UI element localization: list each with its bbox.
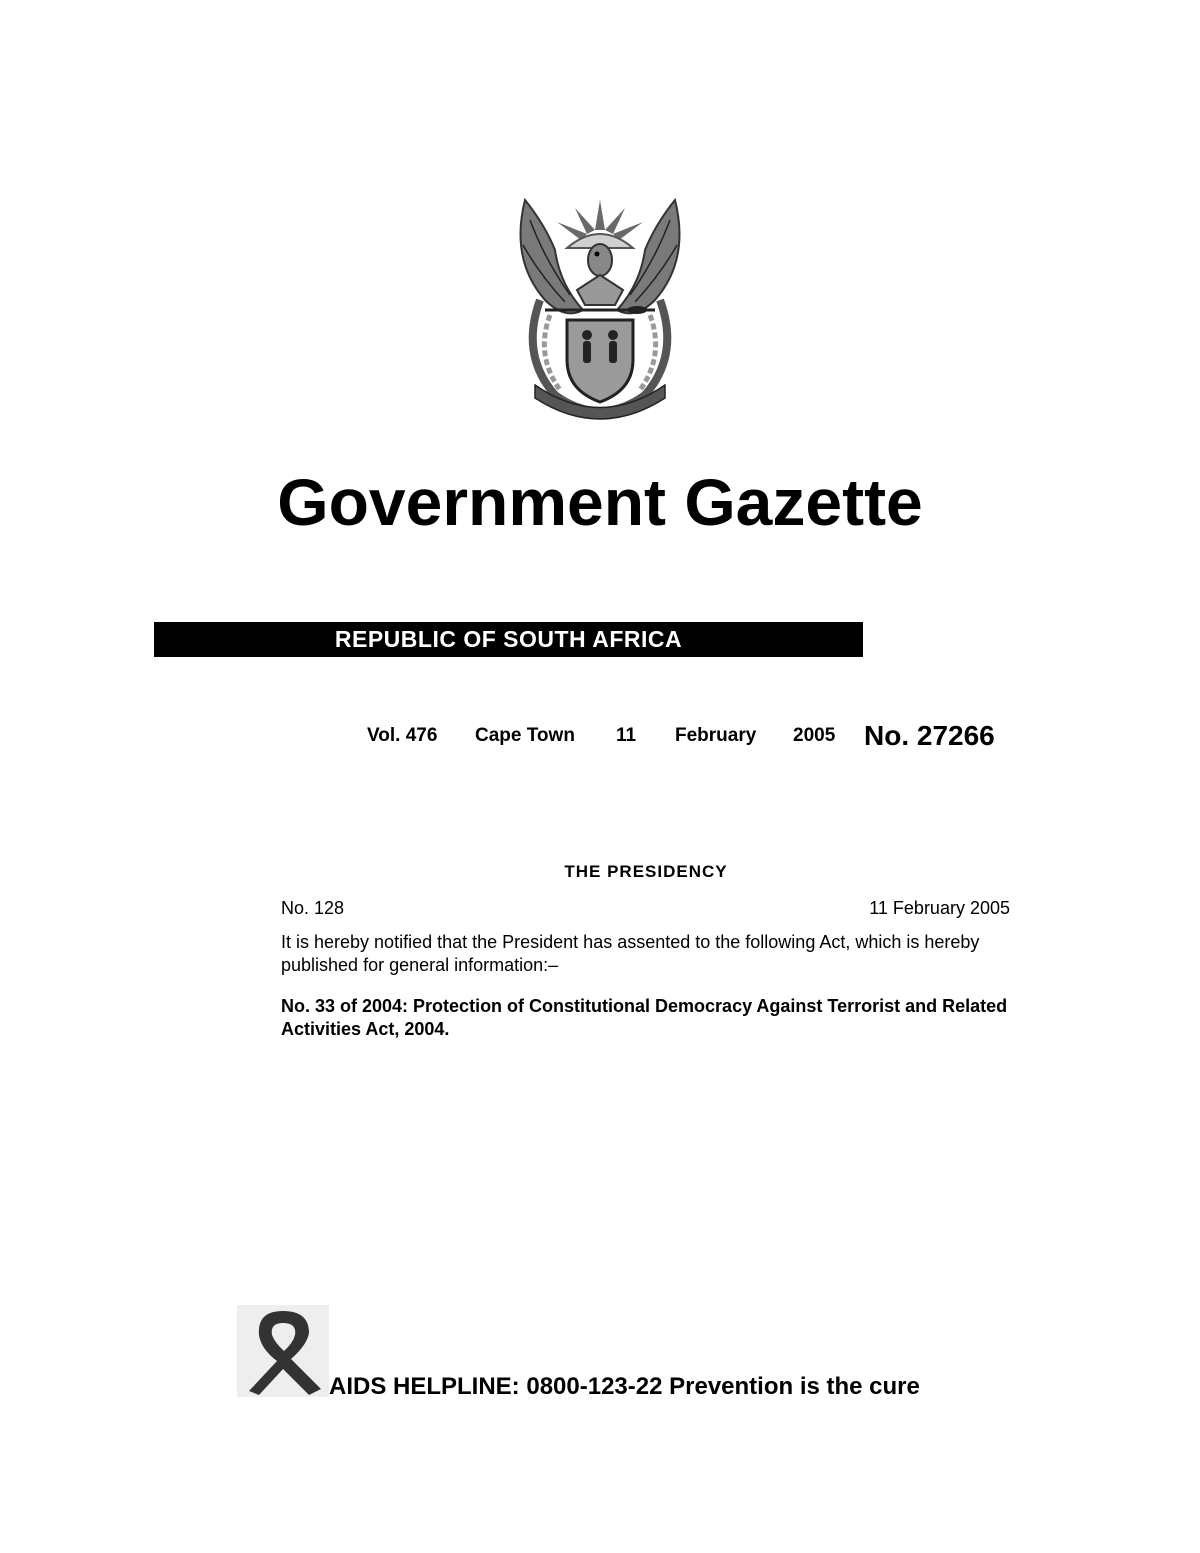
issue-city: Cape Town bbox=[475, 725, 575, 746]
act-title: No. 33 of 2004: Protection of Constitutional Democracy Against Terrorist and Related Activities Act, 2004. bbox=[281, 996, 1008, 1039]
notice-body: It is hereby notified that the President has assented to the following Act, which is hereby published for general information:– bbox=[281, 932, 980, 975]
notice-heading: THE PRESIDENCY bbox=[564, 862, 728, 881]
issue-month: February bbox=[675, 725, 757, 746]
coat-of-arms-icon bbox=[505, 190, 695, 425]
issue-number: No. 27266 bbox=[864, 720, 995, 751]
gazette-title: Government Gazette bbox=[277, 465, 923, 539]
aids-helpline: AIDS HELPLINE: 0800-123-22 Prevention is the cure bbox=[329, 1373, 920, 1400]
country-banner: REPUBLIC OF SOUTH AFRICA bbox=[154, 622, 863, 657]
issue-year: 2005 bbox=[793, 725, 836, 746]
aids-ribbon-icon bbox=[237, 1305, 329, 1397]
notice-number: No. 128 bbox=[281, 898, 345, 918]
notice-date: 11 February 2005 bbox=[869, 898, 1010, 918]
issue-day: 11 bbox=[616, 725, 637, 746]
issue-volume: Vol. 476 bbox=[367, 725, 438, 746]
